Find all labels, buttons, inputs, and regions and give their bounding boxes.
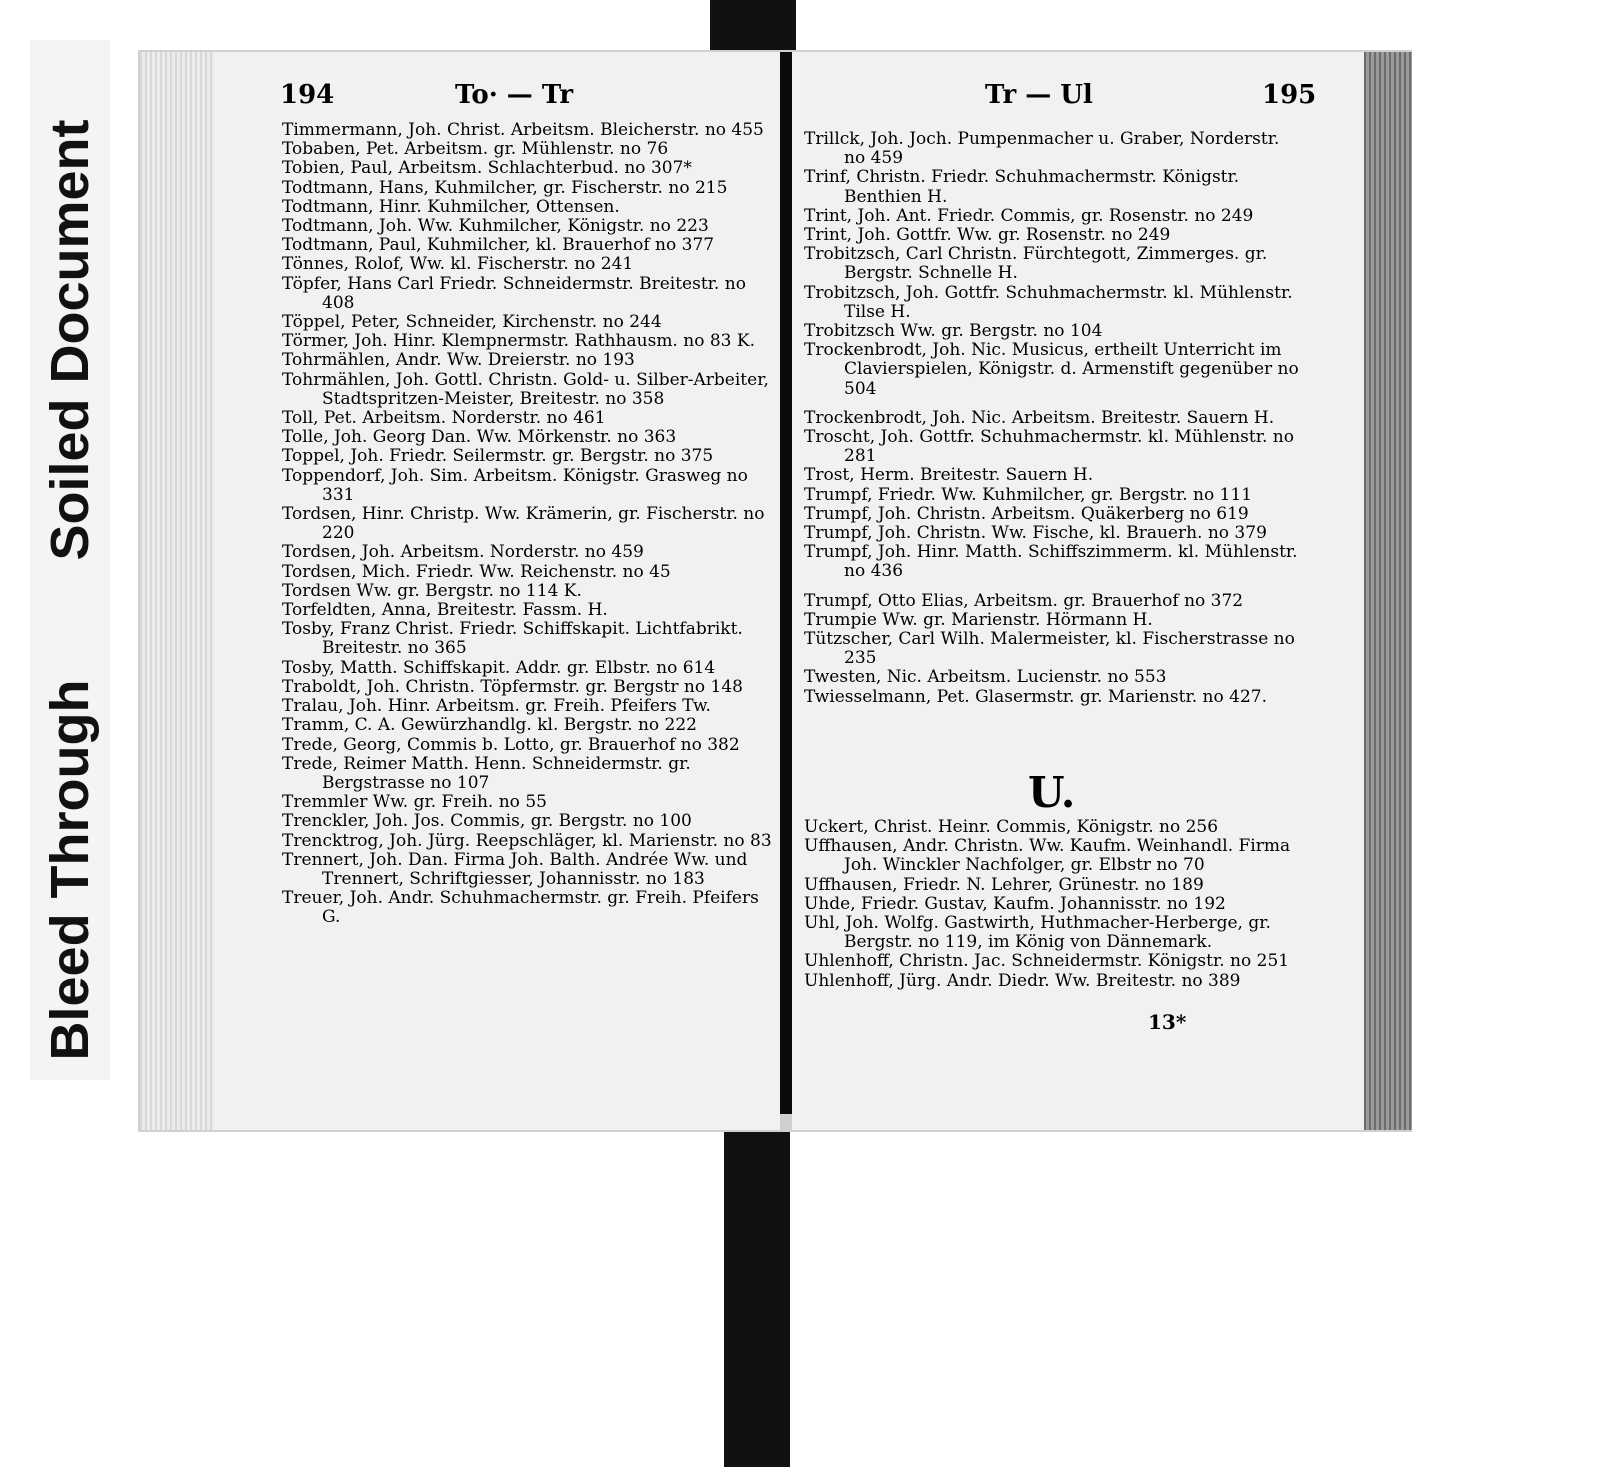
directory-entry: Treuer, Joh. Andr. Schuhmachermstr. gr. Freih. Pfeifers G. [282,888,759,928]
directory-entry: Trockenbrodt, Joh. Nic. Arbeitsm. Breitestr. Sauern H. [804,407,1275,428]
directory-entry: Toppel, Joh. Friedr. Seilermstr. gr. Bergstr. no 375 [282,446,714,467]
directory-entry: Traboldt, Joh. Christn. Töpfermstr. gr. Bergstr no 148 [282,676,743,697]
directory-entry: Tordsen, Mich. Friedr. Ww. Reichenstr. no 45 [282,561,671,582]
directory-entry: Todtmann, Hinr. Kuhmilcher, Ottensen. [282,196,620,217]
directory-entry: Tosby, Franz Christ. Friedr. Schiffskapit. Lichtfabrikt. Breitestr. no 365 [282,619,743,659]
directory-entry: Tobaben, Pet. Arbeitsm. gr. Mühlenstr. no 76 [282,139,669,160]
directory-entry: Tordsen Ww. gr. Bergstr. no 114 K. [282,580,582,601]
directory-entry: Trumpf, Joh. Christn. Arbeitsm. Quäkerberg no 619 [804,503,1249,524]
directory-entry: Töppel, Peter, Schneider, Kirchenstr. no 244 [282,312,662,333]
directory-entry: Torfeldten, Anna, Breitestr. Fassm. H. [282,600,608,621]
directory-entry: Tolle, Joh. Georg Dan. Ww. Mörkenstr. no 363 [282,427,677,448]
directory-entry: Todtmann, Hans, Kuhmilcher, gr. Fischerstr. no 215 [282,177,728,198]
directory-entry: Uhlenhoff, Jürg. Andr. Diedr. Ww. Breitestr. no 389 [804,970,1241,991]
soiled-document-label: Soiled Document [40,119,100,561]
directory-entry: Uhde, Friedr. Gustav, Kaufm. Johannisstr. no 192 [804,893,1226,914]
directory-entry: Tobien, Paul, Arbeitsm. Schlachterbud. no 307* [282,158,692,179]
bleed-through-label: Bleed Through [40,679,100,1061]
book-spine [780,52,792,1114]
directory-entry: Trencktrog, Joh. Jürg. Reepschläger, kl. Marienstr. no 83 [282,830,772,851]
left-page-number: 194 [280,80,335,110]
section-letter-u: U. [1028,768,1076,817]
directory-entry: Tordsen, Hinr. Christp. Ww. Krämerin, gr. Fischerstr. no 220 [282,504,765,544]
directory-entry: Tohrmählen, Joh. Gottl. Christn. Gold- u. Silber-Arbeiter, Stadtspritzen-Meister, Breitestr. no 358 [282,369,769,409]
directory-entry: Trumpf, Friedr. Ww. Kuhmilcher, gr. Bergstr. no 111 [804,484,1253,505]
left-running-head: To· — Tr [455,80,574,110]
directory-entry: Törmer, Joh. Hinr. Klempnermstr. Rathhausm. no 83 K. [282,331,755,352]
right-page-number: 195 [1262,80,1317,110]
directory-entry: Trede, Reimer Matth. Henn. Schneidermstr. gr. Bergstrasse no 107 [282,753,691,793]
ribbon-bottom [724,1108,790,1467]
directory-entry: Trobitzsch Ww. gr. Bergstr. no 104 [804,321,1103,342]
directory-entry: Trint, Joh. Gottfr. Ww. gr. Rosenstr. no 249 [804,225,1171,246]
directory-entry: Trobitzsch, Joh. Gottfr. Schuhmachermstr. kl. Mühlenstr. Tilse H. [804,282,1293,322]
right-entry-list [804,130,1300,707]
directory-entry: Tralau, Joh. Hinr. Arbeitsm. gr. Freih. Pfeifers Tw. [282,696,711,717]
directory-entry: Trumpf, Joh. Hinr. Matth. Schiffszimmerm. kl. Mühlenstr. no 436 [804,542,1298,582]
directory-entry: Tohrmählen, Andr. Ww. Dreierstr. no 193 [282,350,635,371]
directory-entry: Uhlenhoff, Christn. Jac. Schneidermstr. Königstr. no 251 [804,951,1290,972]
directory-entry: Trinf, Christn. Friedr. Schuhmachermstr. Königstr. Benthien H. [804,167,1240,207]
directory-entry: Trumpf, Otto Elias, Arbeitsm. gr. Brauerhof no 372 [804,590,1244,611]
directory-entry: Toppendorf, Joh. Sim. Arbeitsm. Königstr. Grasweg no 331 [282,465,748,505]
directory-entry: Tordsen, Joh. Arbeitsm. Norderstr. no 459 [282,542,644,563]
directory-entry: Todtmann, Joh. Ww. Kuhmilcher, Königstr. no 223 [282,216,709,237]
directory-entry: Trede, Georg, Commis b. Lotto, gr. Brauerhof no 382 [282,734,740,755]
side-label-strip [30,40,110,1080]
directory-entry: Tosby, Matth. Schiffskapit. Addr. gr. Elbstr. no 614 [282,657,716,678]
directory-entry: Tramm, C. A. Gewürzhandlg. kl. Bergstr. no 222 [282,715,697,736]
directory-entry: Uffhausen, Friedr. N. Lehrer, Grünestr. no 189 [804,874,1204,895]
directory-entry: Trennert, Joh. Dan. Firma Joh. Balth. Andrée Ww. und Trennert, Schriftgiesser, Johannisstr. no 183 [282,849,748,889]
u-entry-list [804,818,1300,991]
directory-entry: Uffhausen, Andr. Christn. Ww. Kaufm. Weinhandl. Firma Joh. Winckler Nachfolger, gr. Elbstr no 70 [804,836,1291,876]
directory-entry: Timmermann, Joh. Christ. Arbeitsm. Bleicherstr. no 455 [282,120,764,140]
right-running-head: Tr — Ul [985,80,1093,110]
directory-entry: Trockenbrodt, Joh. Nic. Musicus, ertheilt Unterricht im Clavierspielen, Königstr. d. Armenstift gegenüber no 504 [804,340,1299,399]
directory-entry: Trost, Herm. Breitestr. Sauern H. [804,465,1094,486]
directory-entry: Trumpf, Joh. Christn. Ww. Fische, kl. Brauerh. no 379 [804,523,1267,544]
directory-entry: Trobitzsch, Carl Christn. Fürchtegott, Zimmerges. gr. Bergstr. Schnelle H. [804,244,1268,284]
directory-entry: Uhl, Joh. Wolfg. Gastwirth, Huthmacher-Herberge, gr. Bergstr. no 119, im König von Dännemark. [804,913,1271,953]
left-page-edge [140,52,214,1130]
directory-entry: Uckert, Christ. Heinr. Commis, Königstr. no 256 [804,817,1219,837]
directory-entry: Twiesselmann, Pet. Glasermstr. gr. Marienstr. no 427. [804,686,1267,707]
directory-entry: Twesten, Nic. Arbeitsm. Lucienstr. no 553 [804,667,1167,688]
directory-entry: Todtmann, Paul, Kuhmilcher, kl. Brauerhof no 377 [282,235,715,256]
directory-entry: Tützscher, Carl Wilh. Malermeister, kl. Fischerstrasse no 235 [804,629,1295,669]
signature-mark: 13* [1148,1010,1187,1034]
directory-entry: Trenckler, Joh. Jos. Commis, gr. Bergstr. no 100 [282,811,692,832]
right-page-edge [1364,52,1412,1130]
directory-entry: Tönnes, Rolof, Ww. kl. Fischerstr. no 241 [282,254,634,275]
directory-entry: Tremmler Ww. gr. Freih. no 55 [282,792,547,813]
directory-entry: Toll, Pet. Arbeitsm. Norderstr. no 461 [282,408,606,429]
directory-entry: Troscht, Joh. Gottfr. Schuhmachermstr. kl. Mühlenstr. no 281 [804,427,1294,467]
directory-entry: Trumpie Ww. gr. Marienstr. Hörmann H. [804,609,1153,630]
directory-entry: Trillck, Joh. Joch. Pumpenmacher u. Graber, Norderstr. no 459 [804,129,1280,169]
directory-entry: Trint, Joh. Ant. Friedr. Commis, gr. Rosenstr. no 249 [804,205,1254,226]
directory-entry: Töpfer, Hans Carl Friedr. Schneidermstr. Breitestr. no 408 [282,273,746,313]
left-entry-list [282,121,776,928]
